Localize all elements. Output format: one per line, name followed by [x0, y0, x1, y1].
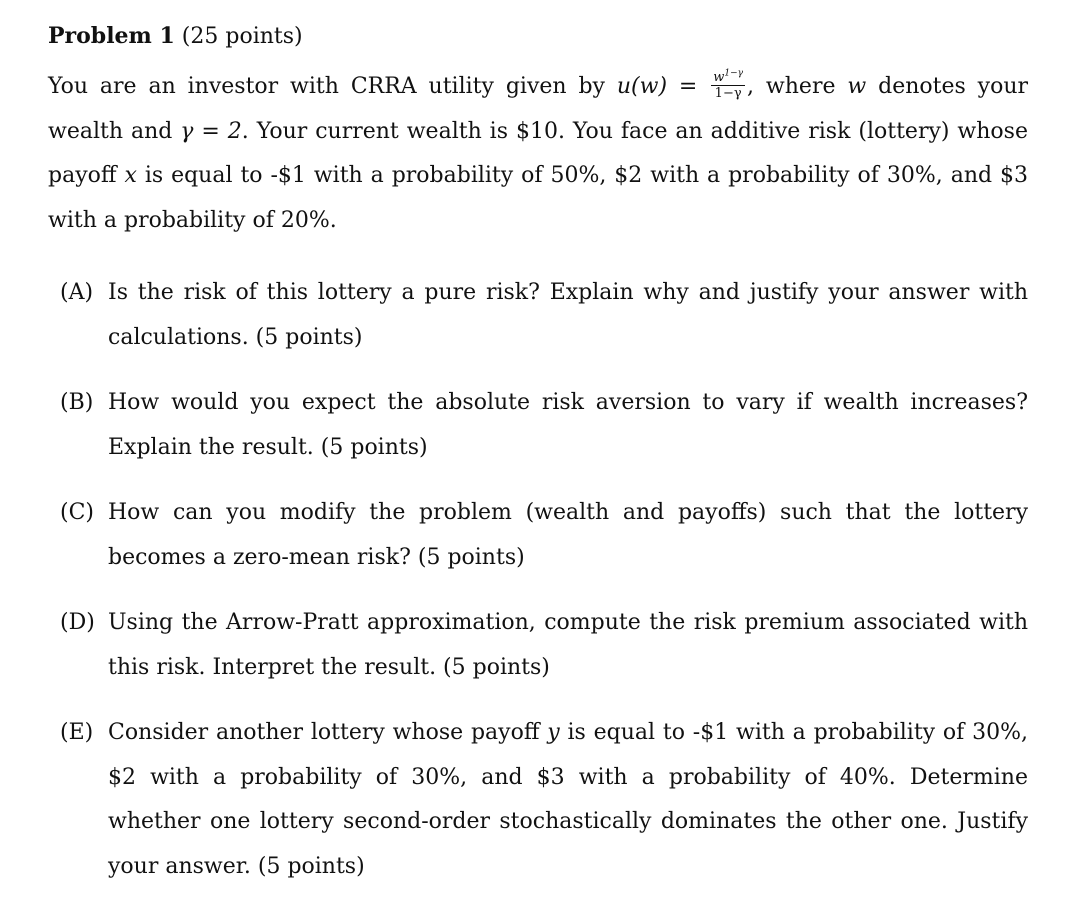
question-text-after: is equal to -$1 with a probability of 30%, $2 with a probability of 30%, and $3 with a probability of 40%. Determine whether one lottery second-order stochastically dominates the other one. Justify your answer. (5 points) [108, 720, 1028, 879]
problem-intro [48, 65, 1028, 243]
question-text: How can you modify the problem (wealth and payoffs) such that the lottery becomes a zero-mean risk? (5 points) [108, 500, 1028, 570]
question-marker: (D) [60, 610, 95, 635]
intro-text-1: You are an investor with CRRA utility given by [48, 74, 617, 99]
problem-label: Problem 1 [48, 23, 175, 49]
var-w: w [847, 74, 867, 99]
question-a [48, 271, 1028, 360]
question-marker: (A) [60, 280, 94, 305]
question-d [48, 601, 1028, 690]
utility-lhs: u(w) = [616, 74, 698, 99]
gamma-equation: γ = 2 [180, 118, 242, 144]
intro-text-3: denotes your wealth and [48, 74, 1029, 144]
utility-fraction [711, 68, 745, 101]
question-text: Using the Arrow-Pratt approximation, compute the risk premium associated with this risk. Interpret the result. (5 points) [108, 610, 1028, 680]
question-c [48, 491, 1028, 580]
question-e [48, 711, 1028, 889]
problem-page [48, 20, 1028, 910]
question-text: How would you expect the absolute risk aversion to vary if wealth increases? Explain the result. (5 points) [108, 390, 1028, 460]
intro-text-2: , where [747, 74, 848, 99]
var-y: y [547, 720, 560, 745]
question-marker: (B) [60, 390, 94, 415]
intro-text-5: is equal to -$1 with a probability of 50%, $2 with a probability of 30%, and $3 with a probability of 20%. [48, 163, 1029, 233]
question-b [48, 381, 1028, 470]
intro-text-4: . Your current wealth is $10. You face an additive risk (lottery) whose payoff [48, 118, 1028, 188]
question-text [108, 711, 1028, 889]
question-marker: (E) [60, 720, 94, 745]
problem-points: (25 points) [181, 24, 303, 49]
fraction-exponent: 1−γ [724, 68, 744, 79]
var-x: x [124, 163, 137, 188]
question-text-before: Consider another lottery whose payoff [108, 720, 548, 745]
fraction-numerator: w [713, 69, 725, 85]
question-marker: (C) [60, 500, 94, 525]
question-text: Is the risk of this lottery a pure risk? Explain why and justify your answer with calculations. (5 points) [108, 280, 1028, 350]
question-list [48, 271, 1028, 889]
problem-heading [48, 20, 1028, 53]
fraction-denominator: 1−γ [714, 85, 742, 101]
